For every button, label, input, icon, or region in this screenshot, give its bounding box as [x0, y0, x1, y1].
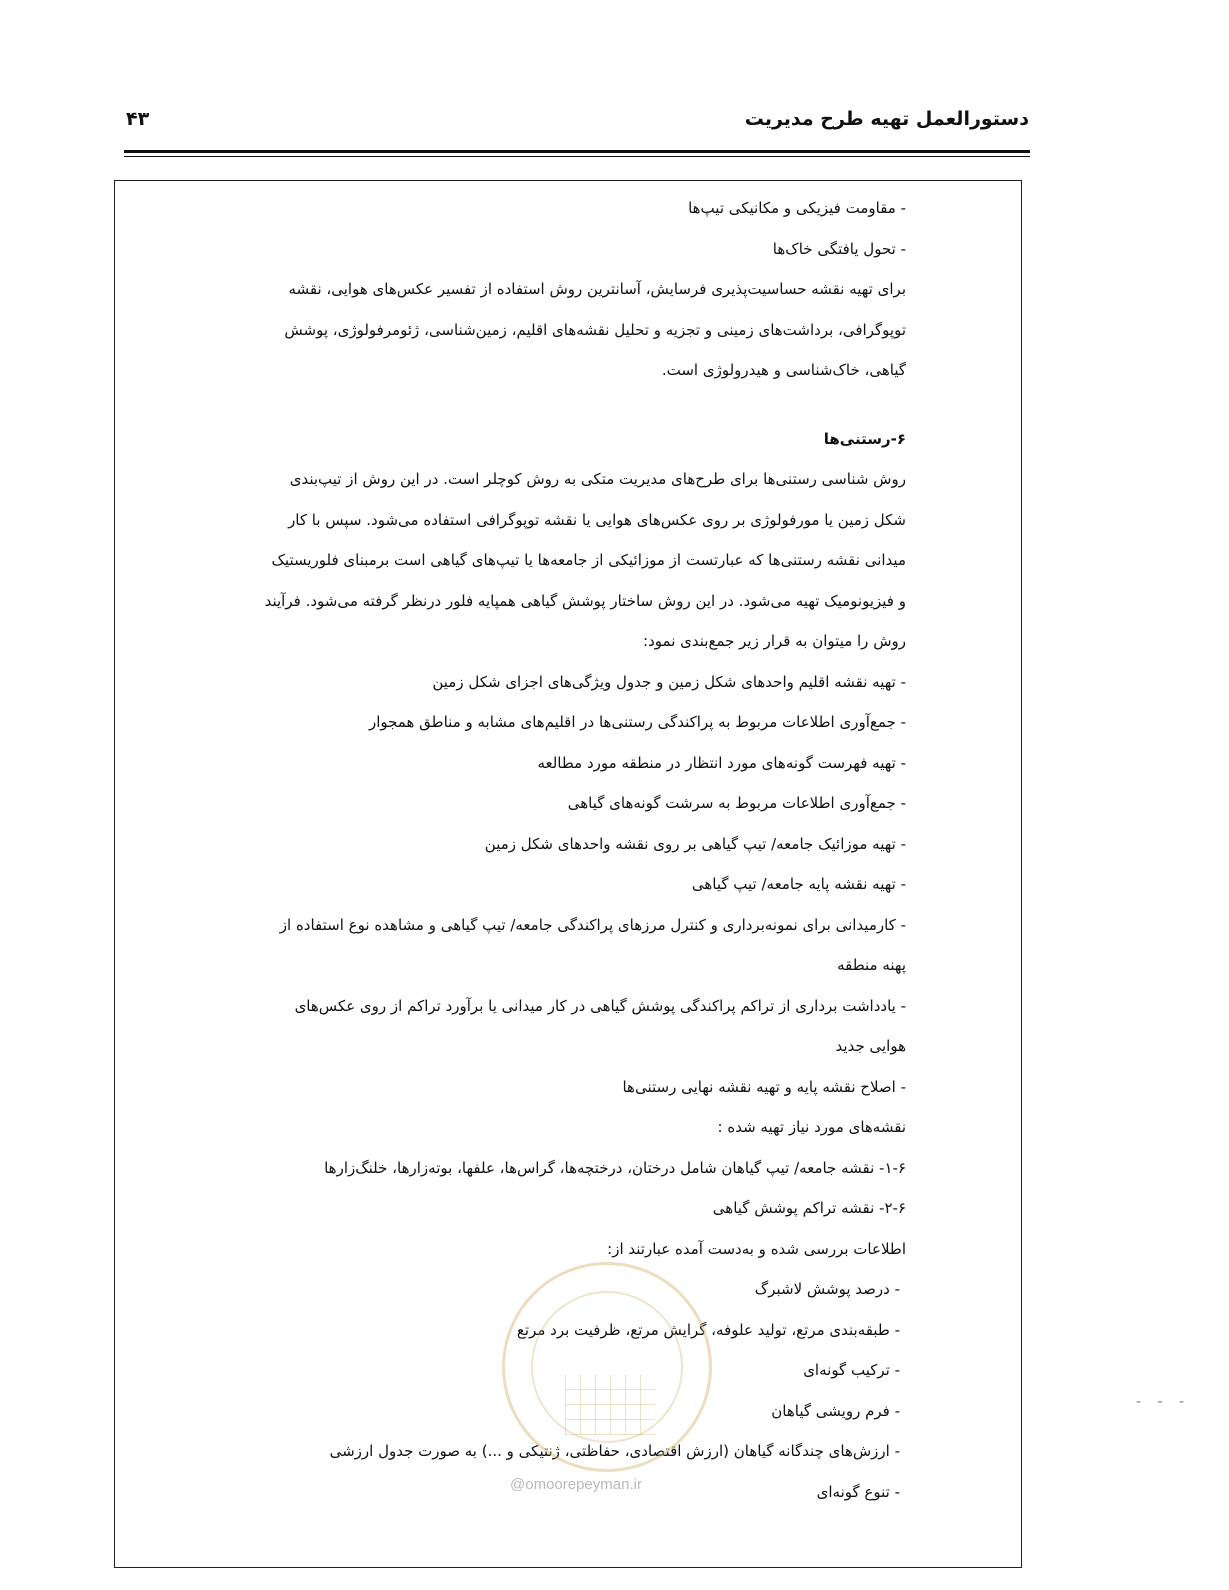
page-title: دستورالعمل تهیه طرح مدیریت [744, 108, 1029, 130]
header-rule-thick [124, 150, 1030, 153]
step-item: - تهیه فهرست گونه‌های مورد انتظار در منطقه مورد مطالعه [537, 753, 906, 772]
info-heading: اطلاعات بررسی شده و به‌دست آمده عبارتند از: [607, 1239, 906, 1258]
info-item: - تنوع گونه‌ای [816, 1482, 900, 1501]
header-rule-thin [124, 156, 1030, 157]
step-item: - تهیه موزائیک جامعه/ تیپ گیاهی بر روی نقشه واحدهای شکل زمین [484, 834, 906, 853]
paragraph-line: شکل زمین یا مورفولوژی بر روی عکس‌های هوایی یا نقشه توپوگرافی استفاده می‌شود. سپس با کار [288, 510, 906, 529]
map-item: ۲-۶- نقشه تراکم پوشش گیاهی [712, 1199, 906, 1217]
edge-marks: - - - [1136, 1394, 1191, 1410]
step-item: - تهیه نقشه اقلیم واحدهای شکل زمین و جدول ویژگی‌های اجزای شکل زمین [432, 672, 906, 691]
step-item-continuation: هوایی جدید [835, 1037, 906, 1055]
paragraph-line: برای تهیه نقشه حساسیت‌پذیری فرسایش، آسانترین روش استفاده از تفسیر عکس‌های هوایی، نقشه [288, 280, 906, 298]
paragraph-line: توپوگرافی، برداشت‌های زمینی و تجزیه و تحلیل نقشه‌های اقلیم، زمین‌شناسی، ژئومرفولوژی، پوشش [284, 320, 906, 339]
info-item: - طبقه‌بندی مرتع، تولید علوفه، گرایش مرتع، ظرفیت برد مرتع [516, 1320, 900, 1339]
info-item: - فرم رویشی گیاهان [771, 1401, 900, 1420]
info-item: - درصد پوشش لاشبرگ [754, 1280, 900, 1298]
step-item: - جمع‌آوری اطلاعات مربوط به سرشت گونه‌های گیاهی [567, 794, 906, 812]
bullet-item: - تحول یافتگی خاک‌ها [772, 239, 906, 258]
step-item: - یادداشت برداری از تراکم پراکندگی پوشش گیاهی در کار میدانی یا برآورد تراکم از روی عکس‌های [294, 996, 906, 1015]
step-item: - اصلاح نقشه پایه و تهیه نقشه نهایی رستنی‌ها [622, 1077, 906, 1096]
step-item: - تهیه نقشه پایه جامعه/ تیپ گیاهی [691, 875, 906, 893]
paragraph-line: گیاهی، خاک‌شناسی و هیدرولوژی است. [661, 361, 906, 379]
paragraph-line: روش را میتوان به قرار زیر جمع‌بندی نمود: [643, 632, 906, 650]
info-item: - ترکیب گونه‌ای [803, 1361, 900, 1379]
page-number: ۴۳ [126, 108, 150, 130]
section-heading: ۶-رستنی‌ها [823, 429, 906, 448]
step-item-continuation: پهنه منطقه [837, 956, 906, 974]
paragraph-line: میدانی نقشه رستنی‌ها که عبارتست از موزائیکی از جامعه‌ها یا تیپ‌های گیاهی است برمبنای فلوریستیک [271, 551, 906, 569]
watermark-text: @omoorepeyman.ir [510, 1476, 642, 1493]
paragraph-line: و فیزیونومیک تهیه می‌شود. در این روش ساختار پوشش گیاهی همپایه فلور درنظر گرفته می‌شود. فرآیند [264, 591, 906, 610]
bullet-item: - مقاومت فیزیکی و مکانیکی تیپ‌ها [688, 199, 906, 217]
paragraph-line: روش شناسی رستنی‌ها برای طرح‌های مدیریت متکی به روش کوچلر است. در این روش از تیپ‌بندی [289, 470, 906, 488]
step-item: - کارمیدانی برای نمونه‌برداری و کنترل مرزهای پراکندگی جامعه/ تیپ گیاهی و مشاهده نوع استفاده از [279, 915, 906, 934]
map-item: ۱-۶- نقشه جامعه/ تیپ گیاهان شامل درختان، درختچه‌ها، گراس‌ها، علفها، بوته‌زارها، خلنگ‌زارها [324, 1158, 906, 1177]
maps-heading: نقشه‌های مورد نیاز تهیه شده : [717, 1118, 906, 1136]
step-item: - جمع‌آوری اطلاعات مربوط به پراکندگی رستنی‌ها در اقلیم‌های مشابه و مناطق همجوار [368, 713, 906, 731]
page-body [218, 188, 906, 1512]
info-item: - ارزش‌های چندگانه گیاهان (ارزش اقتصادی، حفاظتی، ژنتیکی و ...) به صورت جدول ارزشی [329, 1442, 900, 1460]
